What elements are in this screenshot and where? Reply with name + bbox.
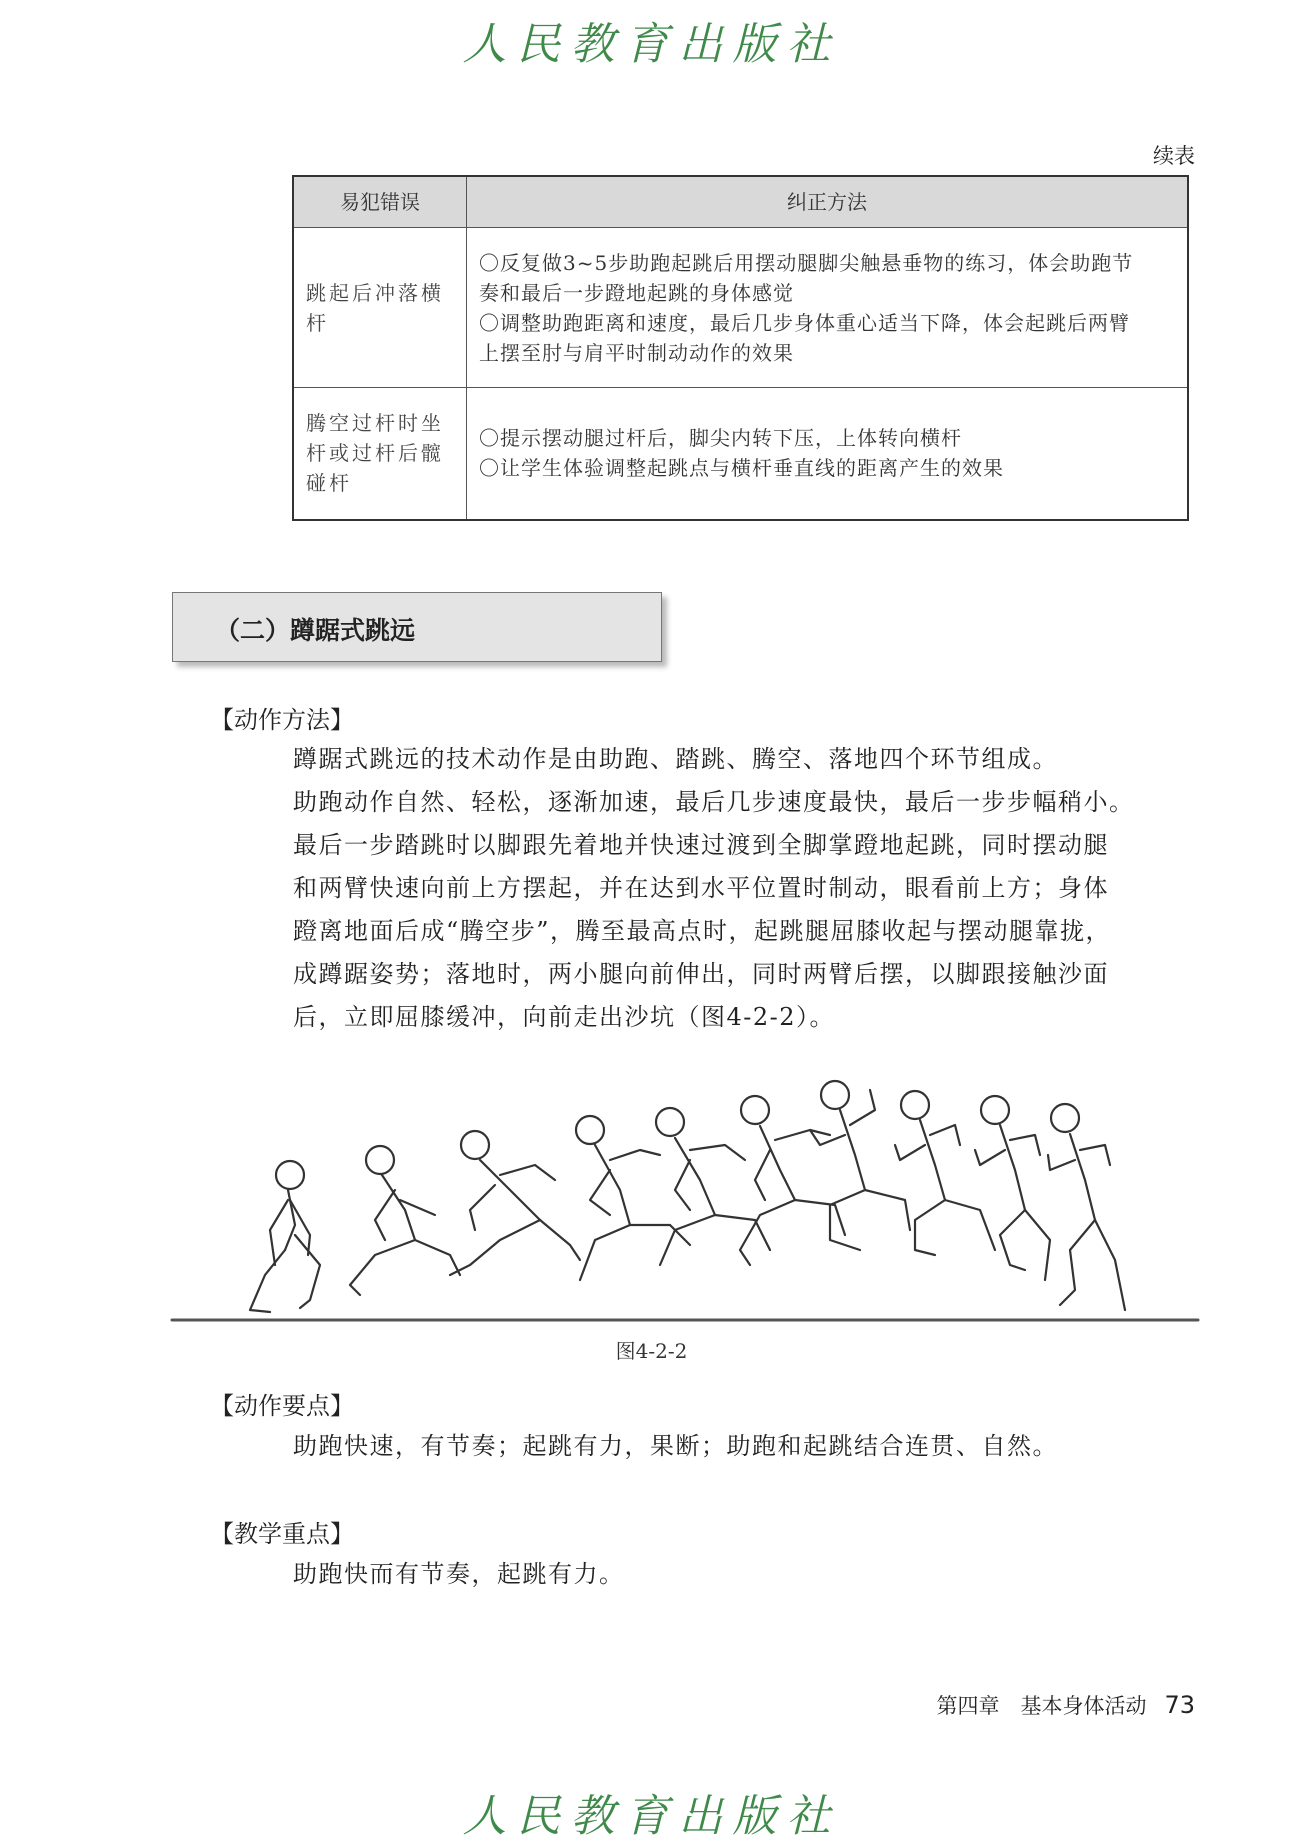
athlete-figure-2 — [350, 1146, 460, 1295]
error-correction-table — [292, 175, 1189, 521]
teaching-focus-text — [293, 1553, 1193, 1596]
table-row — [293, 388, 1188, 520]
column-header-method: 纠正方法 — [467, 176, 1189, 228]
method-line: 上摆至肘与肩平时制动动作的效果 — [479, 340, 794, 365]
publisher-watermark-bottom: 人民教育出版社 — [462, 1791, 841, 1842]
continued-table-label: 续表 — [1153, 144, 1195, 168]
paragraph-line: 助跑快而有节奏，起跳有力。 — [293, 1560, 625, 1588]
chapter-title: 第四章 基本身体活动 — [936, 1694, 1147, 1718]
method-cell — [467, 388, 1189, 520]
method-line: 〇反复做3~5步助跑起跳后用摆动腿脚尖触悬垂物的练习，体会助跑节 — [479, 250, 1134, 275]
paragraph-line: 助跑动作自然、轻松，逐渐加速，最后几步速度最快，最后一步步幅稍小。 — [293, 788, 1135, 816]
keypoints-heading: 【动作要点】 — [210, 1392, 354, 1420]
method-line: 奏和最后一步蹬地起跳的身体感觉 — [479, 280, 794, 305]
athlete-figure-9 — [975, 1096, 1050, 1280]
teaching-focus-heading: 【教学重点】 — [210, 1520, 354, 1548]
method-line: 〇调整助跑距离和速度，最后几步身体重心适当下降，体会起跳后两臂 — [479, 310, 1130, 335]
keypoints-text — [293, 1425, 1193, 1468]
method-heading: 【动作方法】 — [210, 706, 354, 734]
long-jump-sequence-figure — [170, 1050, 1200, 1330]
page-footer — [936, 1690, 1195, 1720]
table-row — [293, 228, 1188, 388]
paragraph-line: 蹲踞式跳远的技术动作是由助跑、踏跳、腾空、落地四个环节组成。 — [293, 745, 1058, 773]
method-cell — [467, 228, 1189, 388]
page-number: 73 — [1164, 1691, 1195, 1719]
paragraph-line: 蹬离地面后成“腾空步”，腾至最高点时，起跳腿屈膝收起与摆动腿靠拢， — [293, 917, 1112, 945]
table-header-row — [293, 176, 1188, 228]
error-cell: 腾空过杆时坐杆或过杆后髋碰杆 — [293, 388, 467, 520]
section-title: （二）蹲踞式跳远 — [215, 616, 416, 645]
paragraph-line: 后，立即屈膝缓冲，向前走出沙坑（图4-2-2）。 — [293, 1003, 836, 1031]
athlete-figure-5 — [656, 1108, 770, 1265]
method-line: 〇让学生体验调整起跳点与横杆垂直线的距离产生的效果 — [479, 456, 1004, 481]
athlete-figure-4 — [576, 1116, 690, 1280]
figure-caption: 图4-2-2 — [615, 1339, 688, 1363]
athlete-figure-1 — [250, 1161, 320, 1312]
paragraph-line: 最后一步踏跳时以脚跟先着地并快速过渡到全脚掌蹬地起跳，同时摆动腿 — [293, 831, 1109, 859]
athlete-figure-7 — [810, 1081, 910, 1250]
method-line: 〇提示摆动腿过杆后，脚尖内转下压，上体转向横杆 — [479, 426, 962, 451]
athlete-figure-3 — [450, 1131, 580, 1275]
paragraph-line: 和两臂快速向前上方摆起，并在达到水平位置时制动，眼看前上方；身体 — [293, 874, 1109, 902]
paragraph-line: 成蹲踞姿势；落地时，两小腿向前伸出，同时两臂后摆，以脚跟接触沙面 — [293, 960, 1109, 988]
athlete-figure-10 — [1048, 1104, 1125, 1310]
publisher-watermark-top: 人民教育出版社 — [462, 19, 841, 70]
paragraph-line: 助跑快速，有节奏；起跳有力，果断；助跑和起跳结合连贯、自然。 — [293, 1432, 1058, 1460]
column-header-error: 易犯错误 — [293, 176, 467, 228]
method-paragraph — [293, 738, 1193, 1039]
error-cell: 跳起后冲落横杆 — [293, 228, 467, 388]
